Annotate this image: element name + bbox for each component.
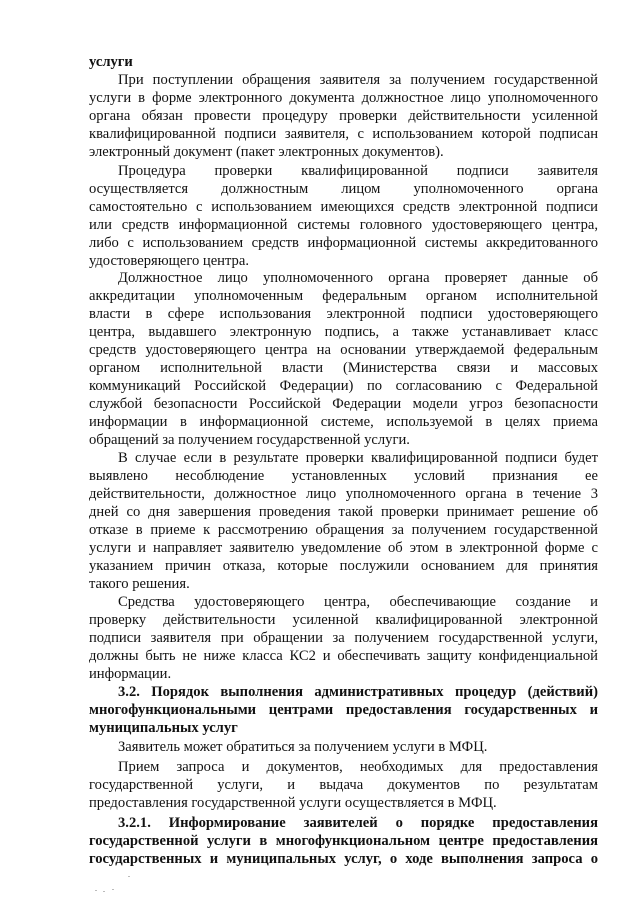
text-line: удостоверяющего центра. xyxy=(89,253,249,269)
text-line: выявлено несоблюдение установленных условий признания ее xyxy=(89,468,598,484)
text-line: центра, выдавшего электронную подпись, а также устанавливает класс xyxy=(89,324,598,340)
text-line: коммуникаций Российской Федерации) по согласованию с Федеральной xyxy=(89,378,598,394)
text-line: органа обязан провести процедуру проверки действительности усиленной xyxy=(89,108,598,124)
text-line: службой безопасности Российской Федерации модели угроз безопасности xyxy=(89,396,598,412)
text-line: информации. xyxy=(89,666,172,682)
text-line: обращений за получением государственной услуги. xyxy=(89,432,410,448)
text-line: Прием запроса и документов, необходимых для предоставления xyxy=(118,759,598,775)
text-line: проверку действительности усиленной квалифицированной электронной xyxy=(89,612,598,628)
text-line: средств удостоверяющего центра на основании утверждаемой федеральным xyxy=(89,342,598,358)
text-line: указанием причин отказа, которые послужили основанием для принятия xyxy=(89,558,598,574)
text-line: дней со дня завершения проведения такой проверки принимает решение об xyxy=(89,504,598,520)
subsection-heading: государственных и муниципальных услуг, о ходе выполнения запроса о xyxy=(89,851,598,867)
text-line: подписи заявителя при обращении за получением государственной услуги, xyxy=(89,630,598,646)
text-line: информации в информационной системе, используемой в целях приема xyxy=(89,414,598,430)
text-line: услуги xyxy=(89,54,133,70)
text-line: действительности, должностное лицо уполномоченного органа в течение 3 xyxy=(89,486,598,502)
text-line: государственной услуги, и выдача документов по результатам xyxy=(89,777,598,793)
scan-speck xyxy=(103,891,105,892)
text-line: электронный документ (пакет электронных документов). xyxy=(89,144,444,160)
text-line: власти в сфере использования электронной подписи удостоверяющего xyxy=(89,306,598,322)
section-heading: муниципальных услуг xyxy=(89,720,238,736)
text-line: услуги и направляет заявителю уведомление об этом в электронной форме с xyxy=(89,540,598,556)
text-line: либо с использованием средств информационной системы аккредитованного xyxy=(89,235,598,251)
text-line: осуществляется должностным лицом уполномоченного органа xyxy=(89,181,598,197)
text-line: Должностное лицо уполномоченного органа проверяет данные об xyxy=(118,270,598,286)
text-line: отказе в приеме к рассмотрению обращения за получением государственной xyxy=(89,522,598,538)
text-line: услуги в форме электронного документа должностное лицо уполномоченного xyxy=(89,90,598,106)
text-line: Заявитель может обратиться за получением услуги в МФЦ. xyxy=(118,739,488,755)
text-line: самостоятельно с использованием имеющихся средств электронной подписи xyxy=(89,199,598,215)
scan-speck xyxy=(95,890,97,891)
scan-speck xyxy=(128,876,130,877)
subsection-heading: государственной услуги в многофункциональном центре предоставления xyxy=(89,833,598,849)
subsection-heading: 3.2.1. Информирование заявителей о порядке предоставления xyxy=(118,815,598,831)
scan-speck xyxy=(112,889,114,890)
text-line: квалифицированной подписи заявителя, с использованием которой подписан xyxy=(89,126,598,142)
text-line: Средства удостоверяющего центра, обеспечивающие создание и xyxy=(118,594,598,610)
text-line: Процедура проверки квалифицированной подписи заявителя xyxy=(118,163,598,179)
text-line: При поступлении обращения заявителя за получением государственной xyxy=(118,72,598,88)
text-line: органом исполнительной власти (Министерства связи и массовых xyxy=(89,360,598,376)
text-line: такого решения. xyxy=(89,576,190,592)
section-heading: 3.2. Порядок выполнения административных процедур (действий) xyxy=(118,684,598,700)
text-line: аккредитации уполномоченным федеральным органом исполнительной xyxy=(89,288,598,304)
text-line: или средств информационной системы головного удостоверяющего центра, xyxy=(89,217,598,233)
text-line: должны быть не ниже класса КС2 и обеспечивать защиту конфиденциальной xyxy=(89,648,598,664)
text-line: В случае если в результате проверки квалифицированной подписи будет xyxy=(118,450,598,466)
section-heading: многофункциональными центрами предоставления государственных и xyxy=(89,702,598,718)
text-line: предоставления государственной услуги осуществляется в МФЦ. xyxy=(89,795,497,811)
